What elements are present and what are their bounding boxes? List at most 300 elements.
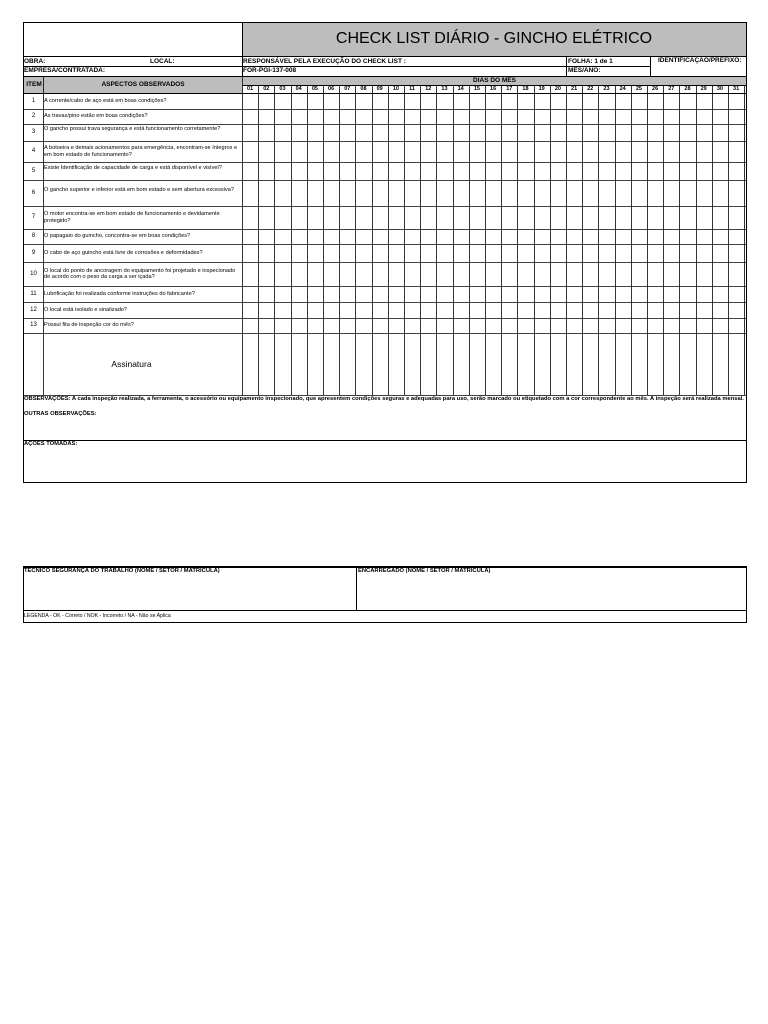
day-check-cell[interactable] — [340, 163, 354, 179]
day-check-cell[interactable] — [437, 181, 451, 205]
day-check-cell[interactable] — [486, 163, 500, 179]
day-check-cell[interactable] — [680, 263, 694, 285]
day-check-cell[interactable] — [697, 207, 711, 228]
day-check-cell[interactable] — [599, 245, 613, 261]
day-check-cell[interactable] — [502, 163, 516, 179]
day-check-cell[interactable] — [470, 181, 484, 205]
day-check-cell[interactable] — [437, 303, 451, 317]
day-check-cell[interactable] — [275, 287, 289, 301]
day-check-cell[interactable] — [421, 230, 435, 243]
day-check-cell[interactable] — [486, 287, 500, 301]
day-check-cell[interactable] — [356, 230, 370, 243]
day-check-cell[interactable] — [567, 163, 581, 179]
day-check-cell[interactable] — [275, 303, 289, 317]
day-check-cell[interactable] — [454, 303, 468, 317]
day-check-cell[interactable] — [518, 263, 532, 285]
day-check-cell[interactable] — [599, 319, 613, 332]
day-check-cell[interactable] — [680, 230, 694, 243]
day-check-cell[interactable] — [551, 125, 565, 140]
day-check-cell[interactable] — [486, 125, 500, 140]
day-check-cell[interactable] — [437, 319, 451, 332]
day-check-cell[interactable] — [567, 110, 581, 123]
day-signature-cell[interactable] — [405, 334, 419, 394]
day-check-cell[interactable] — [340, 94, 354, 108]
day-check-cell[interactable] — [632, 207, 646, 228]
day-signature-cell[interactable] — [292, 334, 306, 394]
day-check-cell[interactable] — [664, 245, 678, 261]
day-check-cell[interactable] — [583, 207, 597, 228]
day-check-cell[interactable] — [697, 245, 711, 261]
day-check-cell[interactable] — [324, 94, 338, 108]
day-check-cell[interactable] — [616, 207, 630, 228]
day-check-cell[interactable] — [324, 245, 338, 261]
day-check-cell[interactable] — [405, 319, 419, 332]
day-check-cell[interactable] — [308, 230, 322, 243]
day-check-cell[interactable] — [567, 142, 581, 161]
day-check-cell[interactable] — [664, 110, 678, 123]
day-signature-cell[interactable] — [616, 334, 630, 394]
day-check-cell[interactable] — [583, 125, 597, 140]
day-check-cell[interactable] — [243, 263, 257, 285]
day-check-cell[interactable] — [502, 125, 516, 140]
day-check-cell[interactable] — [340, 303, 354, 317]
day-check-cell[interactable] — [292, 110, 306, 123]
day-check-cell[interactable] — [308, 207, 322, 228]
day-check-cell[interactable] — [259, 110, 273, 123]
day-check-cell[interactable] — [243, 207, 257, 228]
day-check-cell[interactable] — [632, 142, 646, 161]
day-check-cell[interactable] — [389, 230, 403, 243]
day-check-cell[interactable] — [551, 303, 565, 317]
day-check-cell[interactable] — [292, 319, 306, 332]
day-signature-cell[interactable] — [454, 334, 468, 394]
day-check-cell[interactable] — [502, 303, 516, 317]
day-check-cell[interactable] — [567, 319, 581, 332]
day-check-cell[interactable] — [551, 110, 565, 123]
day-check-cell[interactable] — [340, 110, 354, 123]
day-check-cell[interactable] — [373, 319, 387, 332]
day-check-cell[interactable] — [405, 125, 419, 140]
day-check-cell[interactable] — [324, 110, 338, 123]
day-check-cell[interactable] — [551, 230, 565, 243]
day-check-cell[interactable] — [421, 319, 435, 332]
day-check-cell[interactable] — [292, 230, 306, 243]
day-signature-cell[interactable] — [373, 334, 387, 394]
day-check-cell[interactable] — [373, 163, 387, 179]
day-signature-cell[interactable] — [697, 334, 711, 394]
day-check-cell[interactable] — [535, 263, 549, 285]
day-check-cell[interactable] — [373, 287, 387, 301]
day-check-cell[interactable] — [632, 230, 646, 243]
day-check-cell[interactable] — [616, 94, 630, 108]
day-check-cell[interactable] — [713, 94, 727, 108]
day-check-cell[interactable] — [454, 110, 468, 123]
day-check-cell[interactable] — [356, 110, 370, 123]
day-check-cell[interactable] — [405, 142, 419, 161]
day-check-cell[interactable] — [713, 142, 727, 161]
day-check-cell[interactable] — [275, 263, 289, 285]
day-check-cell[interactable] — [243, 142, 257, 161]
day-check-cell[interactable] — [373, 110, 387, 123]
day-check-cell[interactable] — [486, 263, 500, 285]
day-check-cell[interactable] — [405, 94, 419, 108]
day-check-cell[interactable] — [405, 163, 419, 179]
day-check-cell[interactable] — [502, 319, 516, 332]
day-check-cell[interactable] — [470, 94, 484, 108]
day-check-cell[interactable] — [405, 110, 419, 123]
day-check-cell[interactable] — [454, 94, 468, 108]
day-check-cell[interactable] — [356, 94, 370, 108]
day-check-cell[interactable] — [292, 142, 306, 161]
day-check-cell[interactable] — [405, 287, 419, 301]
day-check-cell[interactable] — [713, 245, 727, 261]
day-signature-cell[interactable] — [437, 334, 451, 394]
day-check-cell[interactable] — [356, 287, 370, 301]
day-check-cell[interactable] — [551, 319, 565, 332]
day-check-cell[interactable] — [275, 163, 289, 179]
day-check-cell[interactable] — [421, 94, 435, 108]
day-check-cell[interactable] — [292, 163, 306, 179]
day-signature-cell[interactable] — [502, 334, 516, 394]
day-check-cell[interactable] — [648, 163, 662, 179]
day-check-cell[interactable] — [518, 163, 532, 179]
day-check-cell[interactable] — [340, 207, 354, 228]
day-check-cell[interactable] — [567, 181, 581, 205]
day-signature-cell[interactable] — [259, 334, 273, 394]
day-signature-cell[interactable] — [275, 334, 289, 394]
day-check-cell[interactable] — [373, 230, 387, 243]
day-check-cell[interactable] — [697, 125, 711, 140]
day-check-cell[interactable] — [664, 319, 678, 332]
day-check-cell[interactable] — [535, 125, 549, 140]
day-check-cell[interactable] — [680, 163, 694, 179]
day-check-cell[interactable] — [567, 303, 581, 317]
day-check-cell[interactable] — [486, 319, 500, 332]
day-check-cell[interactable] — [454, 319, 468, 332]
day-check-cell[interactable] — [470, 230, 484, 243]
day-check-cell[interactable] — [324, 181, 338, 205]
day-check-cell[interactable] — [713, 163, 727, 179]
day-check-cell[interactable] — [616, 287, 630, 301]
day-check-cell[interactable] — [243, 163, 257, 179]
day-check-cell[interactable] — [583, 263, 597, 285]
day-check-cell[interactable] — [389, 245, 403, 261]
day-check-cell[interactable] — [502, 245, 516, 261]
day-check-cell[interactable] — [518, 142, 532, 161]
day-check-cell[interactable] — [518, 245, 532, 261]
day-check-cell[interactable] — [599, 230, 613, 243]
day-check-cell[interactable] — [308, 287, 322, 301]
day-check-cell[interactable] — [454, 230, 468, 243]
day-check-cell[interactable] — [648, 287, 662, 301]
day-check-cell[interactable] — [518, 230, 532, 243]
day-check-cell[interactable] — [470, 125, 484, 140]
day-check-cell[interactable] — [599, 207, 613, 228]
day-check-cell[interactable] — [389, 142, 403, 161]
day-check-cell[interactable] — [729, 125, 743, 140]
day-check-cell[interactable] — [437, 245, 451, 261]
day-check-cell[interactable] — [373, 207, 387, 228]
day-check-cell[interactable] — [680, 207, 694, 228]
day-check-cell[interactable] — [421, 110, 435, 123]
day-check-cell[interactable] — [551, 263, 565, 285]
day-check-cell[interactable] — [324, 263, 338, 285]
day-check-cell[interactable] — [729, 163, 743, 179]
day-check-cell[interactable] — [535, 181, 549, 205]
day-check-cell[interactable] — [729, 230, 743, 243]
day-check-cell[interactable] — [470, 303, 484, 317]
day-check-cell[interactable] — [680, 245, 694, 261]
day-check-cell[interactable] — [713, 110, 727, 123]
day-check-cell[interactable] — [486, 142, 500, 161]
day-check-cell[interactable] — [243, 110, 257, 123]
day-check-cell[interactable] — [486, 207, 500, 228]
day-check-cell[interactable] — [389, 319, 403, 332]
day-check-cell[interactable] — [551, 207, 565, 228]
day-check-cell[interactable] — [275, 230, 289, 243]
day-check-cell[interactable] — [729, 263, 743, 285]
day-check-cell[interactable] — [421, 263, 435, 285]
day-check-cell[interactable] — [502, 142, 516, 161]
day-check-cell[interactable] — [567, 245, 581, 261]
day-signature-cell[interactable] — [470, 334, 484, 394]
day-check-cell[interactable] — [535, 142, 549, 161]
day-check-cell[interactable] — [356, 263, 370, 285]
day-check-cell[interactable] — [275, 125, 289, 140]
day-check-cell[interactable] — [664, 303, 678, 317]
day-check-cell[interactable] — [275, 94, 289, 108]
day-check-cell[interactable] — [405, 245, 419, 261]
day-check-cell[interactable] — [259, 125, 273, 140]
day-check-cell[interactable] — [340, 319, 354, 332]
day-check-cell[interactable] — [292, 94, 306, 108]
day-check-cell[interactable] — [308, 263, 322, 285]
day-check-cell[interactable] — [583, 94, 597, 108]
day-check-cell[interactable] — [486, 94, 500, 108]
day-check-cell[interactable] — [680, 287, 694, 301]
day-check-cell[interactable] — [275, 245, 289, 261]
day-check-cell[interactable] — [356, 142, 370, 161]
day-check-cell[interactable] — [535, 94, 549, 108]
day-check-cell[interactable] — [502, 94, 516, 108]
day-signature-cell[interactable] — [421, 334, 435, 394]
day-signature-cell[interactable] — [308, 334, 322, 394]
day-check-cell[interactable] — [405, 263, 419, 285]
day-check-cell[interactable] — [389, 287, 403, 301]
day-check-cell[interactable] — [729, 110, 743, 123]
day-check-cell[interactable] — [275, 319, 289, 332]
day-check-cell[interactable] — [259, 303, 273, 317]
day-check-cell[interactable] — [356, 163, 370, 179]
day-check-cell[interactable] — [664, 263, 678, 285]
day-check-cell[interactable] — [486, 181, 500, 205]
day-check-cell[interactable] — [599, 142, 613, 161]
day-check-cell[interactable] — [373, 142, 387, 161]
day-check-cell[interactable] — [616, 230, 630, 243]
day-check-cell[interactable] — [324, 125, 338, 140]
day-check-cell[interactable] — [583, 163, 597, 179]
day-check-cell[interactable] — [259, 181, 273, 205]
day-check-cell[interactable] — [308, 181, 322, 205]
day-check-cell[interactable] — [275, 110, 289, 123]
day-check-cell[interactable] — [454, 142, 468, 161]
day-check-cell[interactable] — [664, 94, 678, 108]
day-check-cell[interactable] — [664, 163, 678, 179]
day-check-cell[interactable] — [292, 125, 306, 140]
day-check-cell[interactable] — [616, 142, 630, 161]
day-check-cell[interactable] — [648, 245, 662, 261]
day-check-cell[interactable] — [324, 303, 338, 317]
day-check-cell[interactable] — [616, 110, 630, 123]
day-check-cell[interactable] — [535, 319, 549, 332]
day-check-cell[interactable] — [308, 319, 322, 332]
day-check-cell[interactable] — [292, 287, 306, 301]
day-signature-cell[interactable] — [356, 334, 370, 394]
day-check-cell[interactable] — [567, 287, 581, 301]
day-check-cell[interactable] — [470, 319, 484, 332]
day-check-cell[interactable] — [599, 125, 613, 140]
day-check-cell[interactable] — [421, 163, 435, 179]
day-check-cell[interactable] — [356, 303, 370, 317]
day-check-cell[interactable] — [373, 263, 387, 285]
day-check-cell[interactable] — [470, 245, 484, 261]
day-check-cell[interactable] — [308, 142, 322, 161]
day-check-cell[interactable] — [551, 142, 565, 161]
day-check-cell[interactable] — [616, 263, 630, 285]
day-check-cell[interactable] — [535, 163, 549, 179]
day-check-cell[interactable] — [616, 245, 630, 261]
day-check-cell[interactable] — [243, 94, 257, 108]
day-check-cell[interactable] — [680, 181, 694, 205]
day-check-cell[interactable] — [664, 181, 678, 205]
day-check-cell[interactable] — [340, 230, 354, 243]
day-check-cell[interactable] — [680, 319, 694, 332]
day-check-cell[interactable] — [567, 94, 581, 108]
day-check-cell[interactable] — [324, 207, 338, 228]
day-check-cell[interactable] — [648, 230, 662, 243]
day-check-cell[interactable] — [632, 303, 646, 317]
day-check-cell[interactable] — [275, 142, 289, 161]
day-check-cell[interactable] — [729, 142, 743, 161]
day-check-cell[interactable] — [648, 110, 662, 123]
day-check-cell[interactable] — [713, 230, 727, 243]
day-check-cell[interactable] — [632, 125, 646, 140]
day-check-cell[interactable] — [340, 245, 354, 261]
day-signature-cell[interactable] — [340, 334, 354, 394]
day-check-cell[interactable] — [292, 207, 306, 228]
day-check-cell[interactable] — [243, 287, 257, 301]
day-check-cell[interactable] — [259, 245, 273, 261]
day-check-cell[interactable] — [340, 263, 354, 285]
day-check-cell[interactable] — [648, 319, 662, 332]
day-check-cell[interactable] — [470, 163, 484, 179]
day-check-cell[interactable] — [697, 230, 711, 243]
day-check-cell[interactable] — [713, 181, 727, 205]
day-check-cell[interactable] — [243, 245, 257, 261]
day-check-cell[interactable] — [437, 142, 451, 161]
day-check-cell[interactable] — [437, 125, 451, 140]
day-check-cell[interactable] — [583, 142, 597, 161]
day-check-cell[interactable] — [648, 207, 662, 228]
day-check-cell[interactable] — [373, 125, 387, 140]
day-check-cell[interactable] — [356, 207, 370, 228]
day-check-cell[interactable] — [680, 125, 694, 140]
day-check-cell[interactable] — [454, 287, 468, 301]
day-check-cell[interactable] — [324, 319, 338, 332]
day-check-cell[interactable] — [486, 110, 500, 123]
day-check-cell[interactable] — [664, 207, 678, 228]
day-check-cell[interactable] — [437, 230, 451, 243]
day-check-cell[interactable] — [632, 110, 646, 123]
day-signature-cell[interactable] — [324, 334, 338, 394]
day-check-cell[interactable] — [697, 287, 711, 301]
day-check-cell[interactable] — [259, 94, 273, 108]
day-check-cell[interactable] — [405, 303, 419, 317]
day-check-cell[interactable] — [502, 181, 516, 205]
day-check-cell[interactable] — [648, 303, 662, 317]
day-check-cell[interactable] — [583, 319, 597, 332]
day-check-cell[interactable] — [664, 125, 678, 140]
day-check-cell[interactable] — [729, 207, 743, 228]
day-check-cell[interactable] — [421, 181, 435, 205]
day-check-cell[interactable] — [324, 230, 338, 243]
day-check-cell[interactable] — [729, 303, 743, 317]
day-check-cell[interactable] — [697, 303, 711, 317]
day-check-cell[interactable] — [259, 207, 273, 228]
day-check-cell[interactable] — [599, 287, 613, 301]
day-check-cell[interactable] — [583, 230, 597, 243]
day-check-cell[interactable] — [421, 245, 435, 261]
day-check-cell[interactable] — [664, 287, 678, 301]
day-check-cell[interactable] — [599, 263, 613, 285]
day-check-cell[interactable] — [405, 207, 419, 228]
day-check-cell[interactable] — [535, 110, 549, 123]
day-check-cell[interactable] — [648, 94, 662, 108]
day-check-cell[interactable] — [259, 263, 273, 285]
day-check-cell[interactable] — [535, 245, 549, 261]
day-check-cell[interactable] — [243, 230, 257, 243]
day-check-cell[interactable] — [518, 303, 532, 317]
day-check-cell[interactable] — [697, 110, 711, 123]
day-signature-cell[interactable] — [535, 334, 549, 394]
day-check-cell[interactable] — [437, 263, 451, 285]
day-check-cell[interactable] — [632, 287, 646, 301]
day-check-cell[interactable] — [243, 303, 257, 317]
day-check-cell[interactable] — [421, 287, 435, 301]
day-check-cell[interactable] — [648, 181, 662, 205]
day-check-cell[interactable] — [518, 207, 532, 228]
day-check-cell[interactable] — [454, 263, 468, 285]
day-check-cell[interactable] — [308, 163, 322, 179]
day-check-cell[interactable] — [373, 94, 387, 108]
day-check-cell[interactable] — [454, 125, 468, 140]
day-check-cell[interactable] — [583, 181, 597, 205]
day-check-cell[interactable] — [292, 303, 306, 317]
day-check-cell[interactable] — [470, 142, 484, 161]
day-check-cell[interactable] — [551, 245, 565, 261]
day-check-cell[interactable] — [729, 245, 743, 261]
day-check-cell[interactable] — [697, 181, 711, 205]
day-check-cell[interactable] — [405, 230, 419, 243]
day-check-cell[interactable] — [648, 125, 662, 140]
day-check-cell[interactable] — [664, 230, 678, 243]
day-signature-cell[interactable] — [632, 334, 646, 394]
day-check-cell[interactable] — [308, 245, 322, 261]
day-check-cell[interactable] — [356, 181, 370, 205]
day-check-cell[interactable] — [616, 163, 630, 179]
day-check-cell[interactable] — [518, 181, 532, 205]
day-check-cell[interactable] — [713, 287, 727, 301]
